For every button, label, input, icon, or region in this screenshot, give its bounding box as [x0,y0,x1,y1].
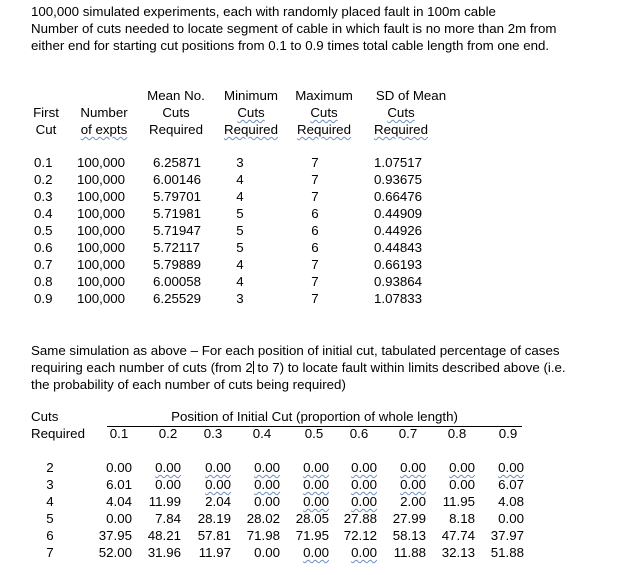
cell-value: 28.19 [197,511,231,526]
header-number: Number [80,105,128,120]
row-cuts-label: 5 [46,511,54,526]
column-header: 0.2 [158,426,178,441]
column-header: 0.1 [109,426,129,441]
cell-value: 2.00 [400,494,426,509]
header-min-2: Cuts [237,105,265,120]
cell-max: 6 [311,223,319,238]
cell-mean: 6.25871 [153,155,202,170]
cell-mean: 6.25529 [153,291,202,306]
cell-value: 7.84 [155,511,181,526]
row-cuts-label: 2 [46,460,54,475]
cell-sd: 0.93864 [374,274,423,289]
column-header: 0.5 [304,426,324,441]
cell-value: 58.13 [392,528,426,543]
cell-value: 6.07 [498,477,524,492]
cell-value: 52.00 [98,545,132,560]
header-mean-1: Mean No. [147,88,205,103]
cell-value: 11.95 [442,494,475,509]
cell-value: 11.97 [198,545,231,560]
intro-line-1: 100,000 simulated experiments, each with randomly placed fault in 100m cable [31,4,496,19]
column-header: 0.6 [349,426,369,441]
cuts-label: Cuts [31,409,59,424]
cell-min: 3 [236,155,244,170]
cell-value: 28.02 [246,511,280,526]
cell-value: 0.00 [351,460,377,475]
cell-first-cut: 0.4 [34,206,53,221]
cell-sd: 0.44843 [374,240,423,255]
cell-value: 11.88 [393,545,426,560]
cell-min: 5 [236,206,244,221]
cell-value: 37.97 [490,528,524,543]
cell-min: 4 [236,189,244,204]
cell-max: 7 [311,257,319,272]
cell-number: 100,000 [77,257,126,272]
cell-max: 6 [311,240,319,255]
para2-line-2-a: requiring each number of cuts (from [31,360,246,375]
cell-value: 57.81 [197,528,231,543]
cell-value: 0.00 [254,477,280,492]
cell-value: 0.00 [498,460,524,475]
header-mean-2: Cuts [162,105,190,120]
intro-line-3: either end for starting cut positions from 0.1 to 0.9 times total cable length from one end. [31,38,550,53]
cell-max: 6 [311,206,319,221]
cell-number: 100,000 [77,223,126,238]
para2-line-2 [31,360,566,376]
cell-value: 0.00 [155,460,181,475]
cell-max: 7 [311,189,319,204]
cell-value: 6.01 [106,477,132,492]
cell-value: 0.00 [205,477,231,492]
cell-sd: 0.44926 [374,223,423,238]
column-header: 0.3 [203,426,223,441]
cell-value: 0.00 [449,460,475,475]
cell-value: 0.00 [155,477,181,492]
header-of-expts: of expts [80,122,128,137]
cell-sd: 0.93675 [374,172,423,187]
para2-line-2-c: to 7) to locate fault within limits described above (i.e. [253,360,566,375]
cell-value: 48.21 [147,528,181,543]
cell-number: 100,000 [77,274,126,289]
cell-number: 100,000 [77,155,126,170]
cell-min: 4 [236,172,244,187]
cell-value: 0.00 [303,477,329,492]
column-header: 0.8 [447,426,467,441]
header-min-1: Minimum [224,88,278,103]
cell-first-cut: 0.5 [34,223,53,238]
cell-min: 4 [236,257,244,272]
cell-value: 0.00 [106,460,132,475]
cell-value: 0.00 [400,460,426,475]
cell-min: 3 [236,291,244,306]
header-min-3: Required [224,122,278,137]
header-mean-3: Required [149,122,203,137]
cell-max: 7 [311,172,319,187]
cell-value: 8.18 [449,511,475,526]
header-sd-3: Required [374,122,428,137]
cell-max: 7 [311,155,319,170]
cell-first-cut: 0.7 [34,257,53,272]
cell-value: 0.00 [254,545,280,560]
cell-first-cut: 0.3 [34,189,53,204]
cell-first-cut: 0.6 [34,240,53,255]
cell-min: 5 [236,223,244,238]
row-cuts-label: 4 [46,494,54,509]
cell-value: 0.00 [351,494,377,509]
cell-number: 100,000 [77,172,126,187]
cell-value: 0.00 [254,460,280,475]
cell-value: 0.00 [303,494,329,509]
cell-first-cut: 0.2 [34,172,53,187]
cell-value: 0.00 [351,477,377,492]
cell-value: 72.12 [343,528,377,543]
header-max-3: Required [297,122,351,137]
column-header: 0.9 [498,426,518,441]
cell-mean: 5.79701 [153,189,202,204]
cell-value: 4.08 [498,494,524,509]
row-cuts-label: 6 [46,528,54,543]
header-sd-2: Cuts [387,105,415,120]
required-label: Required [31,426,85,441]
cell-value: 11.99 [148,494,181,509]
cell-mean: 5.72117 [153,240,201,255]
cell-first-cut: 0.9 [34,291,53,306]
cell-value: 71.98 [246,528,280,543]
cell-sd: 1.07517 [374,155,423,170]
cell-first-cut: 0.8 [34,274,53,289]
cell-value: 0.00 [254,494,280,509]
cell-value: 0.00 [351,545,377,560]
cell-number: 100,000 [77,240,126,255]
cell-value: 0.00 [205,460,231,475]
cell-sd: 1.07833 [374,291,423,306]
cell-value: 32.13 [441,545,475,560]
position-header: Position of Initial Cut (proportion of whole length) [171,409,458,424]
header-cut: Cut [35,122,57,137]
cell-value: 0.00 [400,477,426,492]
header-sd-1: SD of Mean [375,88,447,103]
cell-value: 31.96 [147,545,181,560]
cell-value: 47.74 [441,528,475,543]
cell-number: 100,000 [77,206,126,221]
header-max-1: Maximum [295,88,353,103]
cell-value: 51.88 [490,545,524,560]
cell-number: 100,000 [77,189,126,204]
cell-value: 27.88 [343,511,377,526]
row-cuts-label: 3 [46,477,54,492]
cell-max: 7 [311,274,319,289]
cell-value: 0.00 [303,460,329,475]
row-cuts-label: 7 [46,545,54,560]
cell-max: 7 [311,291,319,306]
cell-mean: 6.00058 [153,274,202,289]
cell-value: 4.04 [106,494,132,509]
cell-value: 0.00 [303,545,329,560]
cell-sd: 0.66476 [374,189,423,204]
intro-line-2: Number of cuts needed to locate segment of cable in which fault is no more than 2m from [31,21,557,36]
cell-value: 71.95 [295,528,329,543]
cell-value: 37.95 [98,528,132,543]
column-header: 0.7 [398,426,418,441]
cell-number: 100,000 [77,291,126,306]
cell-sd: 0.44909 [374,206,423,221]
header-first: First [33,105,59,120]
cell-min: 5 [236,240,244,255]
cell-value: 2.04 [205,494,231,509]
para2-line-2-b: 2 [245,360,253,375]
cell-value: 28.05 [295,511,329,526]
cell-mean: 6.00146 [153,172,202,187]
cell-value: 27.99 [392,511,426,526]
header-max-2: Cuts [310,105,338,120]
cell-mean: 5.79889 [153,257,202,272]
cell-value: 0.00 [106,511,132,526]
para2-line-1: Same simulation as above – For each position of initial cut, tabulated percentage of cases [31,343,560,358]
cell-mean: 5.71981 [153,206,202,221]
cell-min: 4 [236,274,244,289]
cell-value: 0.00 [498,511,524,526]
column-header: 0.4 [252,426,272,441]
cell-mean: 5.71947 [153,223,202,238]
para2-line-3: the probability of each number of cuts being required) [31,377,346,392]
cell-sd: 0.66193 [374,257,423,272]
cell-value: 0.00 [449,477,475,492]
cell-first-cut: 0.1 [34,155,53,170]
